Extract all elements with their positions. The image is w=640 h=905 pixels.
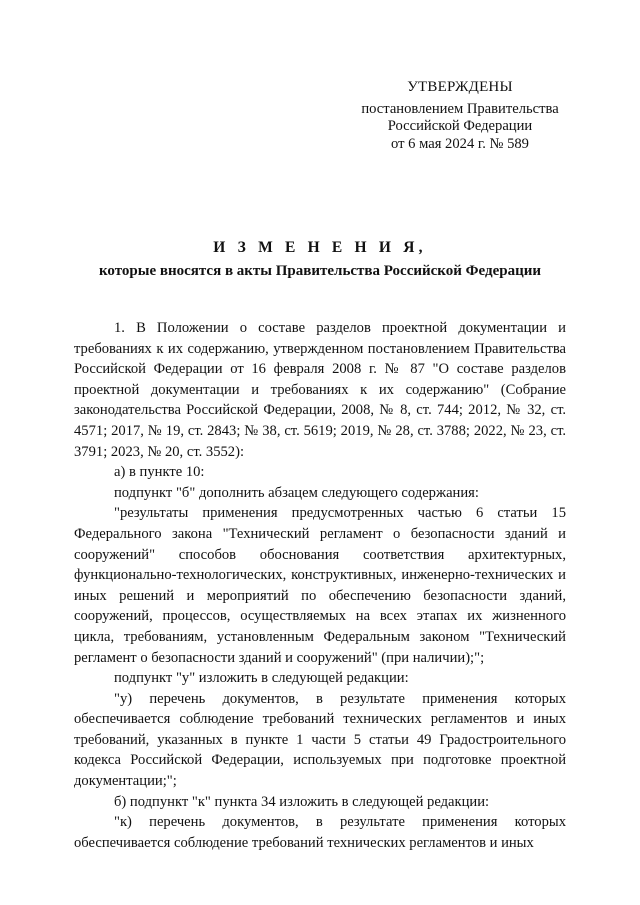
paragraph-subitem-a: а) в пункте 10: (114, 464, 205, 481)
paragraph-quoted-results: "результаты применения предусмотренных частью 6 статьи 15 Федерального закона "Технический регламент о безопасности зданий и сооружений" способов обоснования соответствия архитектурных, функционально-технологических, конструктивных, инженерно-технических и иных решений и мероприятий по обеспечению безопасности зданий, сооружений, процессов, осуществляемых на всех этапах их жизненного цикла, требованиям, установленным Федеральным законом "Технический регламент о безопасности зданий и сооружений" (при наличии);"; (74, 505, 566, 666)
approval-status: УТВЕРЖДЕНЫ (407, 79, 513, 95)
document-subtitle: которые вносятся в акты Правительства Российской Федерации (98, 263, 542, 279)
paragraph-subpoint-u: подпункт "у" изложить в следующей редакции: (114, 670, 409, 687)
paragraph-quoted-u: "у) перечень документов, в результате применения которых обеспечивается соблюдение требований технических регламентов и иных требований, указанных в пункте 1 части 5 статьи 49 Градостроительного кодекса Российской Федерации, используемых при подготовке проектной документации;"; (74, 690, 566, 790)
approval-country: Российской Федерации (387, 118, 533, 134)
paragraph-subpoint-b: подпункт "б" дополнить абзацем следующего содержания: (114, 484, 479, 501)
document-body (74, 318, 566, 853)
document-title: И З М Е Н Е Н И Я, (213, 239, 427, 256)
approval-block (350, 79, 570, 153)
paragraph-quoted-k: "к) перечень документов, в результате применения которых обеспечивается соблюдение требований технических регламентов и иных (74, 814, 566, 851)
approval-date-number: от 6 мая 2024 г. № 589 (391, 135, 529, 152)
approval-authority: постановлением Правительства (361, 100, 559, 117)
paragraph-subitem-b: б) подпункт "к" пункта 34 изложить в следующей редакции: (114, 793, 490, 810)
paragraph-item-1: 1. В Положении о составе разделов проектной документации и требованиях к их содержанию, утвержденном постановлением Правительства Российской Федерации от 16 февраля 2008 г. № 87 "О составе разделов проектной документации и требованиях к их содержанию" (Собрание законодательства Российской Федерации, 2008, № 8, ст. 744; 2012, № 32, ст. 4571; 2017, № 19, ст. 2843; № 38, ст. 5619; 2019, № 28, ст. 3788; 2022, № 23, ст. 3791; 2023, № 20, ст. 3552): (74, 320, 566, 460)
